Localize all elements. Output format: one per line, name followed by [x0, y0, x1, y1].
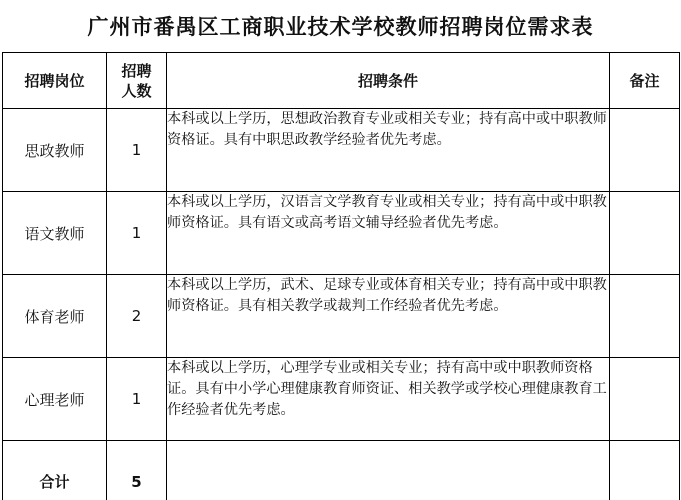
cell-requirements: 本科或以上学历，思想政治教育专业或相关专业；持有高中或中职教师资格证。具有中职思政教学经验者优先考虑。: [167, 109, 610, 192]
cell-requirements: 本科或以上学历，汉语言文学教育专业或相关专业；持有高中或中职教师资格证。具有语文或高考语文辅导经验者优先考虑。: [167, 192, 610, 275]
cell-position: 心理老师: [3, 358, 107, 441]
table-header-row: [3, 53, 680, 109]
cell-count: 1: [107, 109, 167, 192]
table-row: [3, 109, 680, 192]
recruitment-table: [2, 52, 680, 500]
cell-requirements: 本科或以上学历，武术、足球专业或体育相关专业；持有高中或中职教师资格证。具有相关教学或裁判工作经验者优先考虑。: [167, 275, 610, 358]
table-row: [3, 192, 680, 275]
table-row: [3, 275, 680, 358]
cell-notes: [610, 358, 680, 441]
header-notes: 备注: [610, 53, 680, 109]
header-position: 招聘岗位: [3, 53, 107, 109]
cell-position: 思政教师: [3, 109, 107, 192]
cell-notes: [610, 275, 680, 358]
header-requirements: 招聘条件: [167, 53, 610, 109]
cell-requirements: 本科或以上学历，心理学专业或相关专业；持有高中或中职教师资格证。具有中小学心理健康教育师资证、相关教学或学校心理健康教育工作经验者优先考虑。: [167, 358, 610, 441]
total-requirements-empty: [167, 441, 610, 500]
header-count: 招聘人数: [107, 53, 167, 109]
total-notes-empty: [610, 441, 680, 500]
cell-position: 语文教师: [3, 192, 107, 275]
cell-position: 体育老师: [3, 275, 107, 358]
cell-count: 2: [107, 275, 167, 358]
page-title: 广州市番禺区工商职业技术学校教师招聘岗位需求表: [87, 15, 594, 39]
cell-count: 1: [107, 192, 167, 275]
total-row: [3, 441, 680, 500]
cell-count: 1: [107, 358, 167, 441]
total-count: 5: [107, 441, 167, 500]
cell-notes: [610, 192, 680, 275]
table-row: [3, 358, 680, 441]
total-label: 合计: [3, 441, 107, 500]
cell-notes: [610, 109, 680, 192]
